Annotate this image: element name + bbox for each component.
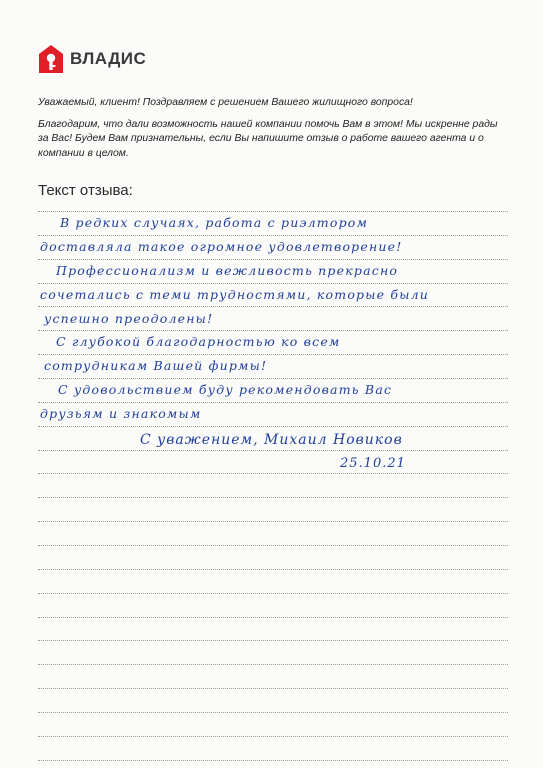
signature-date: 25.10.21: [340, 456, 406, 471]
ruled-line: [38, 617, 508, 618]
handwritten-line: друзьям и знакомым: [40, 406, 202, 421]
handwritten-line: С удовольствием буду рекомендовать Вас: [58, 382, 393, 397]
ruled-line: [38, 497, 508, 498]
greeting-text: Уважаемый, клиент! Поздравляем с решением Вашего жилищного вопроса!: [38, 97, 413, 108]
brand-name: ВЛАДИС: [70, 49, 147, 68]
ruled-line: [38, 378, 508, 379]
ruled-line: [38, 688, 508, 689]
ruled-line: [38, 259, 508, 260]
ruled-line: [38, 235, 508, 236]
review-title: Текст отзыва:: [38, 182, 133, 199]
handwritten-line: доставляла такое огромное удовлетворение!: [40, 239, 403, 254]
ruled-line: [38, 545, 508, 546]
handwritten-line: Профессионализм и вежливость прекрасно: [56, 263, 399, 278]
ruled-line: [38, 664, 508, 665]
ruled-line: [38, 211, 508, 212]
ruled-line: [38, 426, 508, 427]
ruled-line: [38, 306, 508, 307]
ruled-line: [38, 450, 508, 451]
ruled-line: [38, 736, 508, 737]
handwritten-line: В редких случаях, работа с риэлтором: [60, 215, 369, 230]
handwritten-line: успешно преодолены!: [44, 311, 214, 326]
handwritten-line: сотрудникам Вашей фирмы!: [44, 358, 268, 373]
ruled-line: [38, 354, 508, 355]
signature: С уважением, Михаил Новиков: [140, 432, 403, 448]
ruled-line: [38, 402, 508, 403]
ruled-line: [38, 283, 508, 284]
ruled-line: [38, 521, 508, 522]
ruled-line: [38, 640, 508, 641]
ruled-line: [38, 593, 508, 594]
ruled-line: [38, 473, 508, 474]
ruled-line: [38, 330, 508, 331]
ruled-line: [38, 712, 508, 713]
intro-body-text: Благодарим, что дали возможность нашей компании помочь Вам в этом! Мы искренне рады за Вас! Будем Вам признательны, если Вы напишите отзыв о работе вашего агента и о компании в целом.: [38, 118, 498, 159]
ruled-line: [38, 760, 508, 761]
ruled-line: [38, 569, 508, 570]
handwritten-line: С глубокой благодарностью ко всем: [56, 334, 341, 349]
handwritten-line: сочетались с теми трудностями, которые были: [40, 287, 430, 302]
